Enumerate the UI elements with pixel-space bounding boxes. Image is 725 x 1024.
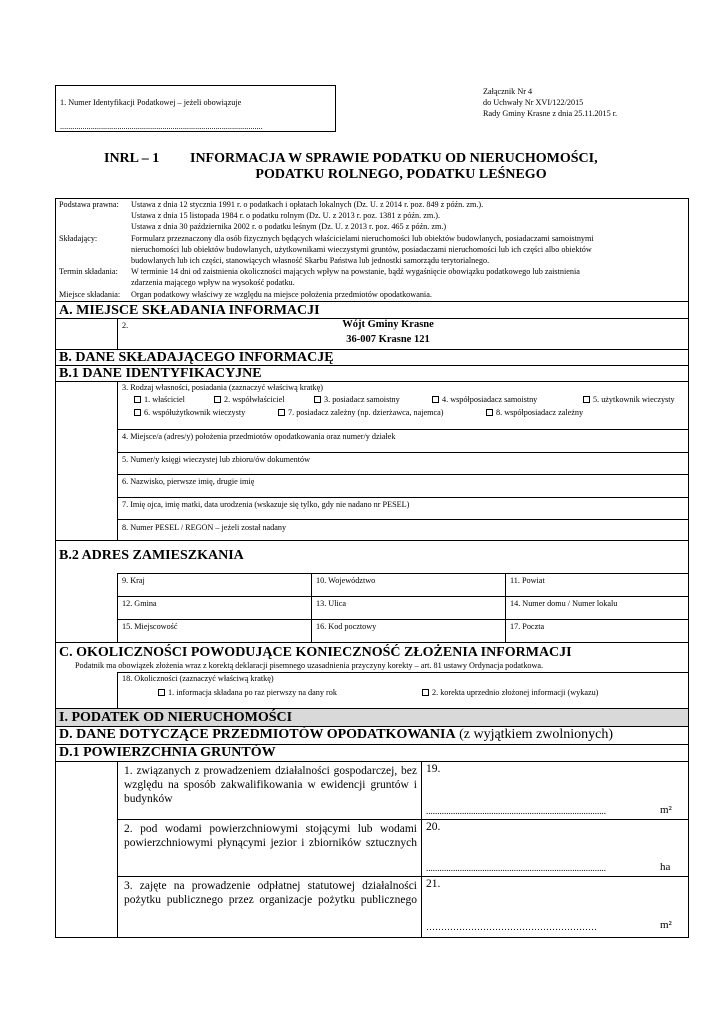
d1-item-3-unit: m²: [660, 919, 672, 931]
recipient-line1: Wójt Gminy Krasne: [342, 319, 434, 330]
field-7[interactable]: 7. Imię ojca, imię matki, data urodzenia (wskazuje się tylko, gdy nie nadano nr PESEL): [122, 500, 410, 509]
circumstance-opt-2[interactable]: 2. korekta uprzednio złożonej informacji (wykazu): [422, 688, 598, 698]
field-16[interactable]: 16. Kod pocztowy: [316, 622, 377, 631]
field-10[interactable]: 10. Województwo: [316, 576, 376, 585]
field-11[interactable]: 11. Powiat: [510, 576, 545, 585]
annex-line2: do Uchwały Nr XVI/122/2015: [483, 98, 584, 107]
d1-item-1-dots[interactable]: ................................................................................: [426, 806, 606, 816]
checkbox-icon[interactable]: [134, 409, 141, 416]
checkbox-icon[interactable]: [278, 409, 285, 416]
field-4[interactable]: 4. Miejsce/a (adres/y) położenia przedmiotów opodatkowania oraz numer/y działek: [122, 432, 396, 441]
d1-item-1-no: 19.: [426, 763, 441, 775]
filer-3: budowlanych lub ich części, stanowiących własność Skarbu Państwa lub jednostki samorządu terytorialnego.: [131, 256, 490, 265]
basis-label: Podstawa prawna:: [59, 200, 119, 209]
field-8[interactable]: 8. Numer PESEL / REGON – jeżeli został nadany: [122, 523, 287, 532]
ownership-opt-1[interactable]: 1. właściciel: [134, 395, 185, 405]
d1-item-3-dots[interactable]: …………………………………………………: [426, 922, 597, 932]
section-b-title: B. DANE SKŁADAJĄCEGO INFORMACJĘ: [59, 350, 334, 365]
section-c-note: Podatnik ma obowiązek złożenia wraz z korektą deklaracji pisemnego uzasadnienia przyczyny korekty – art. 81 ustawy Ordynacja podatkowa.: [75, 661, 544, 670]
deadline-1: W terminie 14 dni od zaistnienia okoliczności mających wpływ na powstanie, bądź wygaśnięcie obowiązku podatkowego lub zaistnienia: [131, 267, 580, 276]
checkbox-icon[interactable]: [583, 396, 590, 403]
checkbox-icon[interactable]: [432, 396, 439, 403]
annex-line3: Rady Gminy Krasne z dnia 25.11.2015 r.: [483, 109, 618, 118]
basis-1: Ustawa z dnia 12 stycznia 1991 r. o podatkach i opłatach lokalnych (Dz. U. z 2014 r. poz. 849 z późn. zm.).: [131, 200, 484, 209]
nip-dots: ...................................................................................................: [60, 122, 263, 131]
form-title-line2: PODATKU ROLNEGO, PODATKU LEŚNEGO: [255, 167, 547, 182]
filer-label: Składający:: [59, 234, 98, 243]
form-code: INRL – 1: [104, 151, 160, 166]
filer-2: nieruchomości lub obiektów budowlanych, użytkownikami wieczystymi gruntów, posiadaczami nieruchomości lub ich części albo obiektów: [131, 245, 592, 254]
ownership-label: 3. Rodzaj własności, posiadania (zaznaczyć właściwą kratkę): [122, 383, 323, 392]
place-text: Organ podatkowy właściwy ze względu na miejsce położenia przedmiotów opodatkowania.: [131, 290, 432, 299]
ownership-opt-7[interactable]: 7. posiadacz zależny (np. dzierżawca, najemca): [278, 408, 443, 418]
d1-item-2-unit: ha: [660, 861, 671, 873]
field-13[interactable]: 13. Ulica: [316, 599, 347, 608]
section-a-title: A. MIEJSCE SKŁADANIA INFORMACJI: [59, 303, 320, 318]
section-c-title: C. OKOLICZNOŚCI POWODUJĄCE KONIECZNOŚĆ ZŁOŻENIA INFORMACJI: [59, 645, 572, 660]
checkbox-icon[interactable]: [134, 396, 141, 403]
ownership-opt-8[interactable]: 8. współposiadacz zależny: [486, 408, 583, 418]
d1-item-2-text: 2. pod wodami powierzchniowymi stojącymi lub wodami powierzchniowymi płynącymi jezior i zbiorników sztucznych: [124, 823, 417, 849]
d1-item-1-text: 1. związanych z prowadzeniem działalności gospodarczej, bez względu na sposób zakwalifikowania w ewidencji gruntów i budynków: [124, 765, 417, 805]
section-b2-title: B.2 ADRES ZAMIESZKANIA: [59, 548, 244, 563]
deadline-2: zdarzenia mającego wpływ na wysokość podatku.: [131, 278, 295, 287]
d1-item-3-text: 3. zajęte na prowadzenie odpłatnej statutowej działalności pożytku publicznego przez organizacje pożytku publicznego: [124, 880, 417, 906]
checkbox-icon[interactable]: [158, 689, 165, 696]
nip-box[interactable]: [55, 85, 336, 132]
nip-label: 1. Numer Identyfikacji Podatkowej – jeżeli obowiązuje: [60, 98, 242, 107]
d1-item-1-unit: m²: [660, 804, 672, 816]
field-15[interactable]: 15. Miejscowość: [122, 622, 178, 631]
checkbox-icon[interactable]: [314, 396, 321, 403]
checkbox-icon[interactable]: [422, 689, 429, 696]
section-d1-title: D.1 POWIERZCHNIA GRUNTÓW: [59, 745, 276, 760]
annex-line1: Załącznik Nr 4: [483, 87, 533, 96]
field-14[interactable]: 14. Numer domu / Numer lokalu: [510, 599, 618, 608]
place-label: Miejsce składania:: [59, 290, 121, 299]
section-b1-title: B.1 DANE IDENTYFIKACYJNE: [59, 366, 262, 381]
d1-item-3-no: 21.: [426, 878, 441, 890]
checkbox-icon[interactable]: [486, 409, 493, 416]
filer-1: Formularz przeznaczony dla osób fizycznych będących właścicielami nieruchomości lub obiektów budowlanych, posiadaczami samoistnymi: [131, 234, 594, 243]
form-title-line1: INFORMACJA W SPRAWIE PODATKU OD NIERUCHOMOŚCI,: [190, 151, 598, 166]
field-17[interactable]: 17. Poczta: [510, 622, 545, 631]
section-d-title: D. DANE DOTYCZĄCE PRZEDMIOTÓW OPODATKOWANIA (z wyjątkiem zwolnionych): [59, 727, 614, 742]
ownership-field: [118, 382, 688, 427]
ownership-opt-3[interactable]: 3. posiadacz samoistny: [314, 395, 400, 405]
checkbox-icon[interactable]: [214, 396, 221, 403]
field-6[interactable]: 6. Nazwisko, pierwsze imię, drugie imię: [122, 477, 255, 486]
basis-2: Ustawa z dnia 15 listopada 1984 r. o podatku rolnym (Dz. U. z 2013 r. poz. 1381 z późn. zm.).: [131, 211, 441, 220]
field-18-label: 18. Okoliczności (zaznaczyć właściwą kratkę): [122, 674, 274, 683]
field-12[interactable]: 12. Gmina: [122, 599, 157, 608]
field-5[interactable]: 5. Numer/y księgi wieczystej lub zbioru/ów dokumentów: [122, 455, 311, 464]
ownership-opt-6[interactable]: 6. współużytkownik wieczysty: [134, 408, 245, 418]
basis-3: Ustawa z dnia 30 października 2002 r. o podatku leśnym (Dz. U. z 2013 r. poz. 465 z późn. zm.): [131, 222, 447, 231]
recipient-field: [118, 319, 688, 349]
deadline-label: Termin składania:: [59, 267, 118, 276]
d1-item-2-no: 20.: [426, 821, 441, 833]
ownership-opt-2[interactable]: 2. współwłaściciel: [214, 395, 284, 405]
circumstance-opt-1[interactable]: 1. informacja składana po raz pierwszy na dany rok: [158, 688, 337, 698]
ownership-opt-5[interactable]: 5. użytkownik wieczysty: [583, 395, 675, 405]
field-9[interactable]: 9. Kraj: [122, 576, 145, 585]
d1-item-2-dots[interactable]: ................................................................................: [426, 863, 606, 873]
ownership-opt-4[interactable]: 4. współposiadacz samoistny: [432, 395, 537, 405]
section-i-title: I. PODATEK OD NIERUCHOMOŚCI: [59, 710, 293, 725]
field-2-label: 2.: [122, 321, 129, 330]
recipient-line2: 36-007 Krasne 121: [346, 334, 430, 345]
